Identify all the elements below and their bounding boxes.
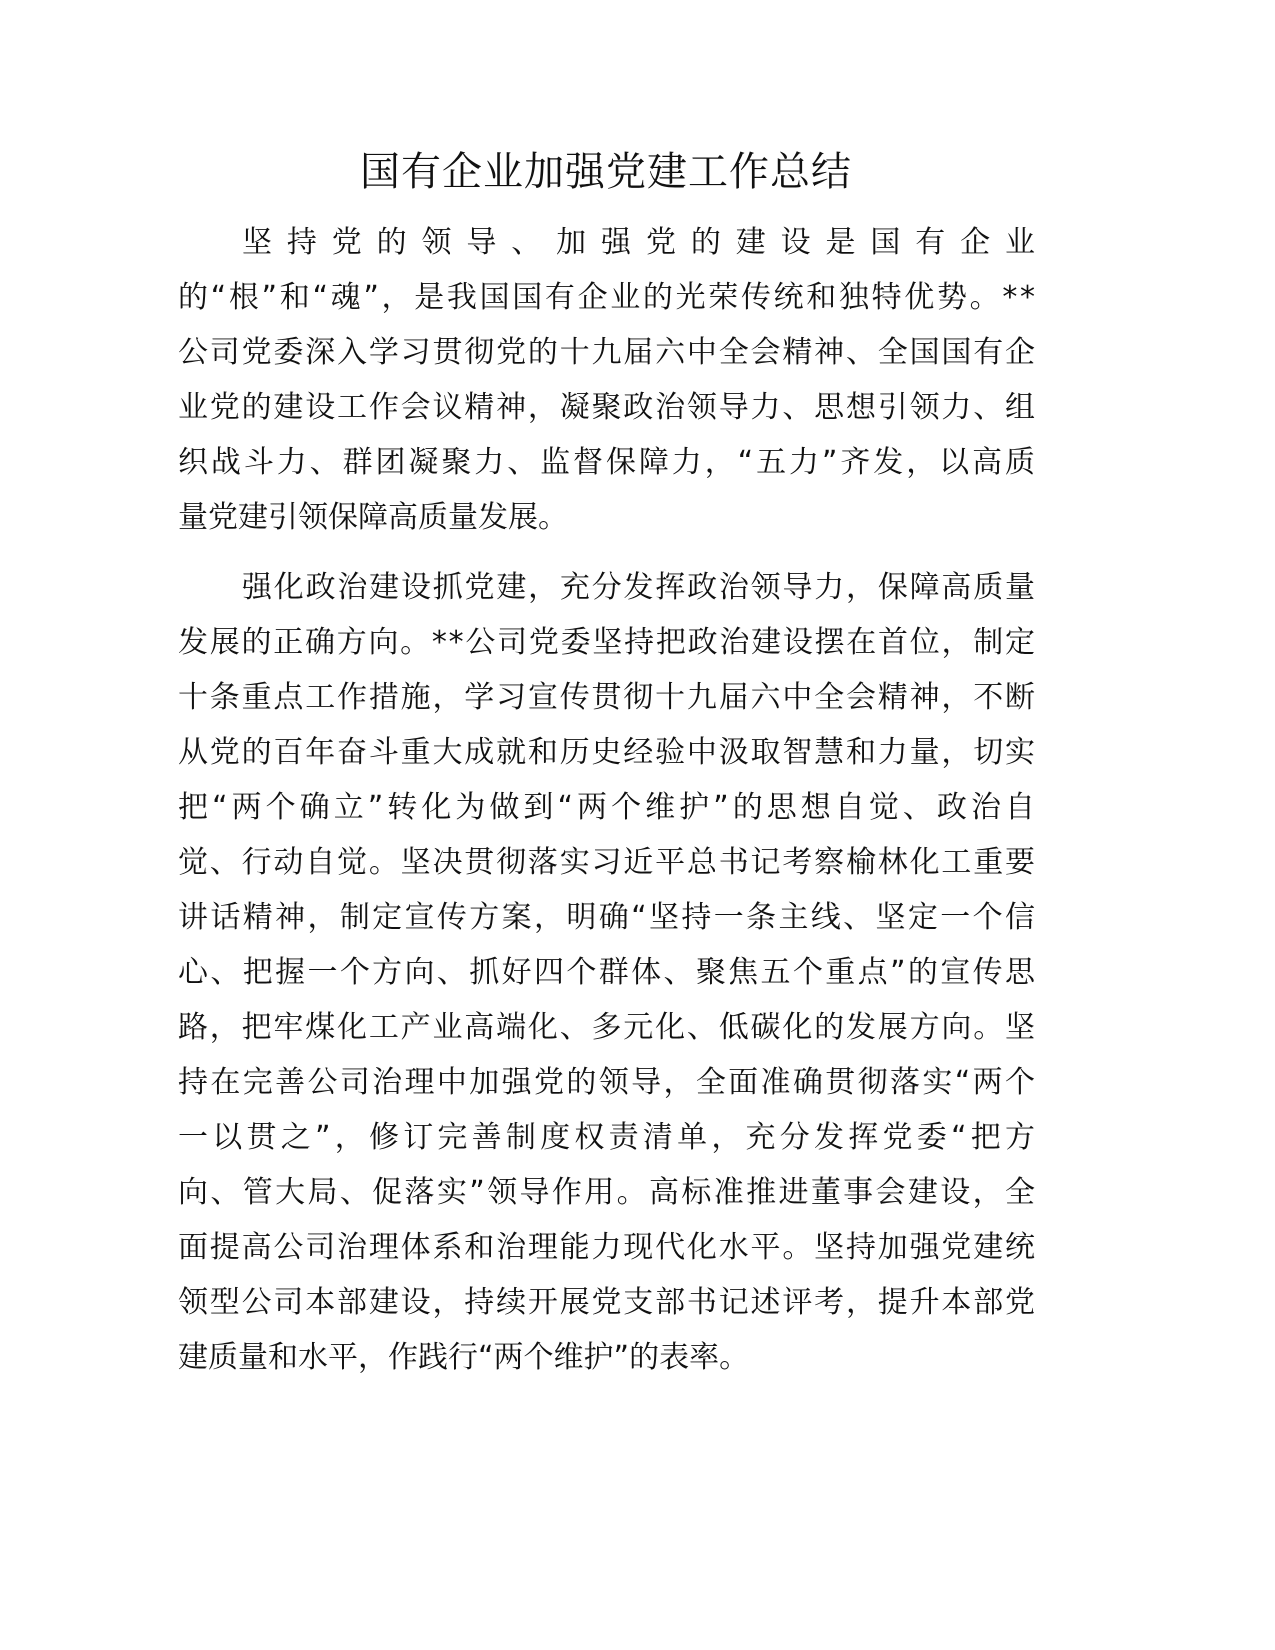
paragraph-line: 强化政治建设抓党建，充分发挥政治领导力，保障高质量 bbox=[242, 570, 1037, 605]
paragraph-line: 建质量和水平，作践行“两个维护”的表率。 bbox=[178, 1340, 750, 1375]
paragraph-line: 业党的建设工作会议精神，凝聚政治领导力、思想引领力、组 bbox=[178, 390, 1037, 425]
paragraph-line: 的“根”和“魂”，是我国国有企业的光荣传统和独特优势。** bbox=[178, 280, 1038, 315]
paragraph-line: 从党的百年奋斗重大成就和历史经验中汲取智慧和力量，切实 bbox=[178, 735, 1037, 770]
paragraph-line: 织战斗力、群团凝聚力、监督保障力，“五力”齐发，以高质 bbox=[178, 445, 1038, 480]
paragraph-line: 坚持党的领导、加强党的建设是国有企业 bbox=[242, 225, 1050, 260]
paragraph-line: 十条重点工作措施，学习宣传贯彻十九届六中全会精神，不断 bbox=[178, 680, 1037, 715]
paragraph-line: 觉、行动自觉。坚决贯彻落实习近平总书记考察榆林化工重要 bbox=[178, 845, 1037, 880]
paragraph-line: 发展的正确方向。**公司党委坚持把政治建设摆在首位，制定 bbox=[178, 625, 1037, 660]
paragraph-line: 把“两个确立”转化为做到“两个维护”的思想自觉、政治自 bbox=[178, 790, 1040, 825]
paragraph-line: 量党建引领保障高质量发展。 bbox=[178, 500, 568, 535]
paragraph-line: 讲话精神，制定宣传方案，明确“坚持一条主线、坚定一个信 bbox=[178, 900, 1038, 935]
paragraph-line: 面提高公司治理体系和治理能力现代化水平。坚持加强党建统 bbox=[178, 1230, 1037, 1265]
paragraph-2 bbox=[178, 560, 1040, 1385]
paragraph-line: 公司党委深入学习贯彻党的十九届六中全会精神、全国国有企 bbox=[178, 335, 1037, 370]
paragraph-line: 持在完善公司治理中加强党的领导，全面准确贯彻落实“两个 bbox=[178, 1065, 1038, 1100]
paragraph-line: 路，把牢煤化工产业高端化、多元化、低碳化的发展方向。坚 bbox=[178, 1010, 1037, 1045]
paragraph-line: 一以贯之”，修订完善制度权责清单，充分发挥党委“把方 bbox=[178, 1120, 1040, 1155]
document-title: 国有企业加强党建工作总结 bbox=[360, 149, 852, 195]
paragraph-line: 向、管大局、促落实”领导作用。高标准推进董事会建设，全 bbox=[178, 1175, 1038, 1210]
paragraph-line: 领型公司本部建设，持续开展党支部书记述评考，提升本部党 bbox=[178, 1285, 1037, 1320]
paragraph-line: 心、把握一个方向、抓好四个群体、聚焦五个重点”的宣传思 bbox=[178, 955, 1038, 990]
paragraph-1 bbox=[178, 215, 1050, 545]
